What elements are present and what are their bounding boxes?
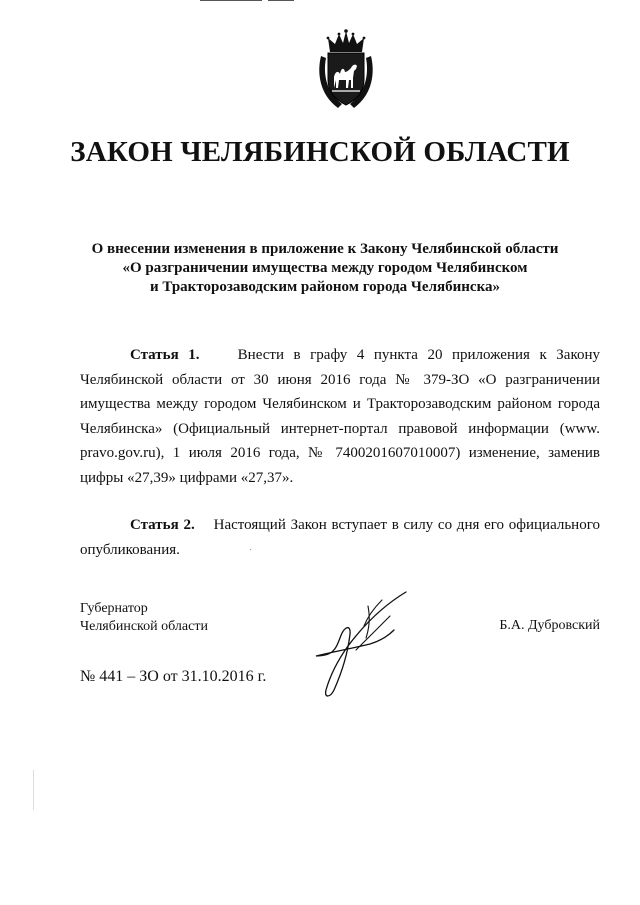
- law-subject: [60, 240, 590, 297]
- handwritten-signature: [308, 586, 418, 706]
- top-rule-left: [200, 0, 262, 1]
- subject-line: О внесении изменения в приложение к Закону Челябинской области: [91, 241, 559, 257]
- article-1-label: Статья 1.: [130, 347, 200, 363]
- article-1-text: Внести в графу 4 пункта 20 приложения к Закону Челябинской области от 30 июня 2016 года № 379-ЗО «О разграничении имущества между городом Челябинском и Тракторозаводским районом города Челябинска» (Официальный интернет-портал правовой информации (www. pravo.gov.ru), 1 июля 2016 года, № 7400201607010007) изменение, заменив цифры «27,39» цифрами «27,37».: [80, 347, 601, 486]
- signatory-title-line: Челябинской области: [80, 619, 208, 634]
- article-2-text: Настоящий Закон вступает в силу со дня его официального опубликования.: [80, 517, 600, 558]
- signatory-name: Б.А. Дубровский: [499, 618, 600, 633]
- article-2: [80, 513, 600, 562]
- coat-of-arms-icon: [316, 28, 376, 112]
- subject-line: и Тракторозаводским районом города Челябинска»: [150, 279, 500, 295]
- signatory-title-line: Губернатор: [80, 601, 148, 616]
- signatory-title: [80, 600, 208, 636]
- article-1: [80, 343, 600, 490]
- scan-speck: [250, 549, 251, 550]
- scan-speck: [33, 770, 34, 810]
- article-2-label: Статья 2.: [130, 517, 195, 533]
- subject-line: «О разграничении имущества между городом Челябинском: [122, 260, 528, 276]
- top-rule-right: [268, 0, 294, 1]
- law-number-date: № 441 – ЗО от 31.10.2016 г.: [80, 668, 267, 685]
- law-title: ЗАКОН ЧЕЛЯБИНСКОЙ ОБЛАСТИ: [70, 136, 570, 168]
